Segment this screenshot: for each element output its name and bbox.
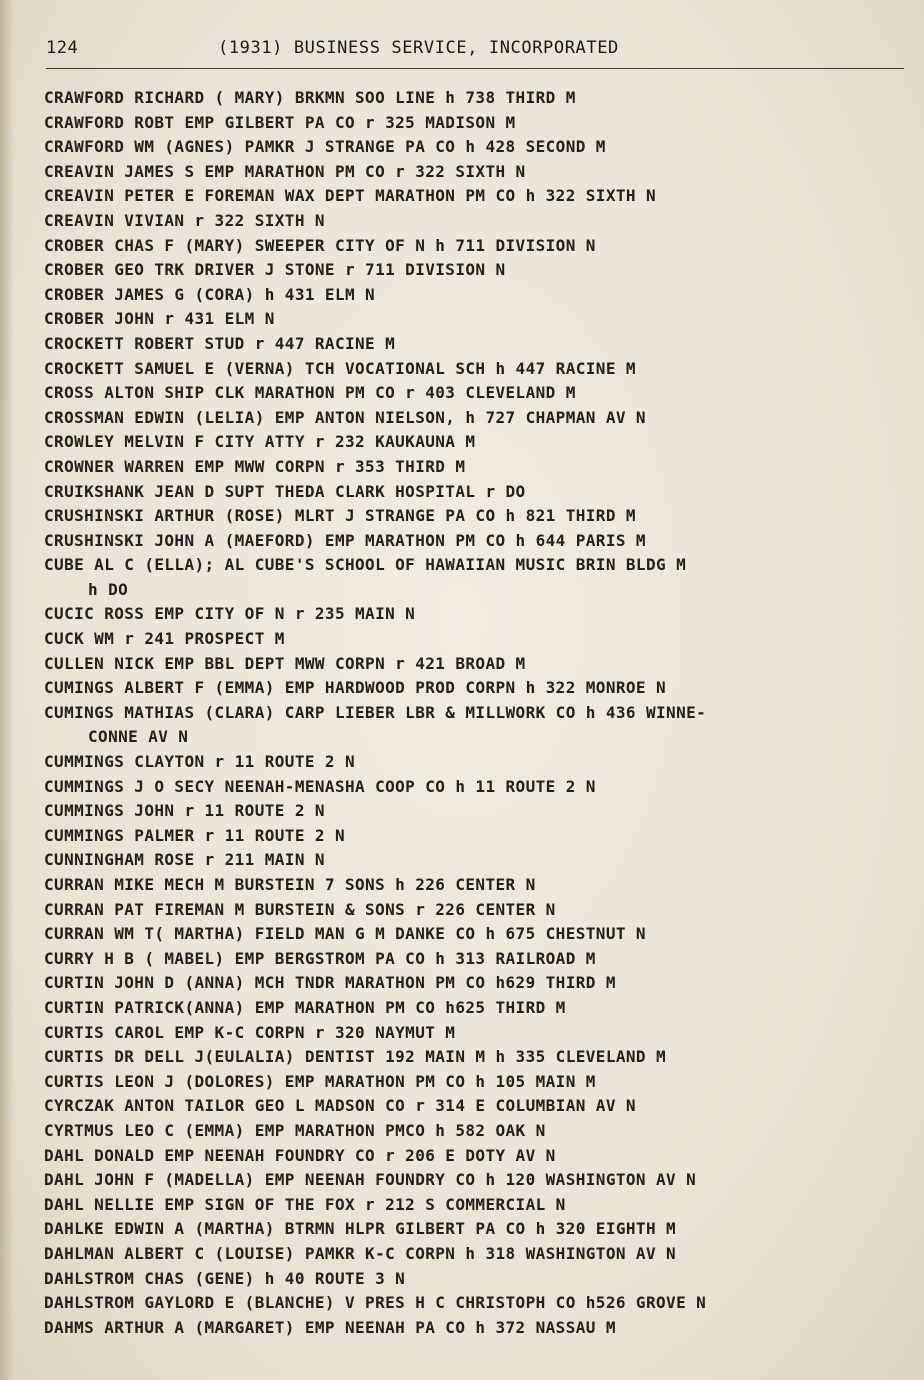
directory-entry: CUCIC ROSS EMP CITY OF N r 235 MAIN N	[44, 604, 416, 624]
directory-entry: CURRAN MIKE MECH M BURSTEIN 7 SONS h 226 CENTER N	[44, 875, 536, 894]
directory-entry: CUMINGS ALBERT F (EMMA) EMP HARDWOOD PROD CORPN h 322 MONROE N	[44, 678, 667, 698]
directory-entry: CROBER CHAS F (MARY) SWEEPER CITY OF N h 711 DIVISION N	[44, 235, 596, 255]
directory-entry: CURRAN PAT FIREMAN M BURSTEIN & SONS r 226 CENTER N	[44, 899, 556, 919]
directory-entry: DAHL NELLIE EMP SIGN OF THE FOX r 212 S COMMERCIAL N	[44, 1194, 566, 1214]
directory-entry: CURTIS LEON J (DOLORES) EMP MARATHON PM CO h 105 MAIN M	[44, 1071, 596, 1091]
directory-entry: CUCK WM r 241 PROSPECT M	[44, 629, 285, 649]
directory-entry: CYRTMUS LEO C (EMMA) EMP MARATHON PMCO h 582 OAK N	[44, 1120, 546, 1140]
directory-entry: CRUIKSHANK JEAN D SUPT THEDA CLARK HOSPITAL r DO	[44, 481, 526, 501]
directory-entry: DAHLSTROM CHAS (GENE) h 40 ROUTE 3 N	[44, 1268, 406, 1288]
directory-entry: CONNE AV N	[88, 727, 189, 747]
directory-entry: DAHLKE EDWIN A (MARTHA) BTRMN HLPR GILBERT PA CO h 320 EIGHTH M	[44, 1219, 677, 1239]
directory-entry: CUNNINGHAM ROSE r 211 MAIN N	[44, 850, 325, 870]
directory-entry: CROBER JOHN r 431 ELM N	[44, 309, 275, 329]
running-title: (1931) BUSINESS SERVICE, INCORPORATED	[218, 38, 619, 58]
directory-entry: CRAWFORD WM (AGNES) PAMKR J STRANGE PA CO h 428 SECOND M	[44, 137, 606, 157]
directory-entry: DAHMS ARTHUR A (MARGARET) EMP NEENAH PA CO h 372 NASSAU M	[44, 1317, 616, 1337]
directory-entry: CROWNER WARREN EMP MWW CORPN r 353 THIRD M	[44, 456, 466, 476]
directory-entry: CULLEN NICK EMP BBL DEPT MWW CORPN r 421 BROAD M	[44, 653, 526, 673]
directory-entry: DAHL JOHN F (MADELLA) EMP NEENAH FOUNDRY CO h 120 WASHINGTON AV N	[44, 1170, 697, 1190]
directory-entry: CUMMINGS J O SECY NEENAH-MENASHA COOP CO h 11 ROUTE 2 N	[44, 776, 596, 796]
directory-entry: CROWLEY MELVIN F CITY ATTY r 232 KAUKAUNA M	[44, 432, 476, 452]
directory-entry: CUMMINGS JOHN r 11 ROUTE 2 N	[44, 801, 325, 821]
directory-entry: CUMMINGS CLAYTON r 11 ROUTE 2 N	[44, 752, 356, 772]
directory-entry: CRUSHINSKI ARTHUR (ROSE) MLRT J STRANGE PA CO h 821 THIRD M	[44, 506, 636, 526]
directory-entry: CROSS ALTON SHIP CLK MARATHON PM CO r 403 CLEVELAND M	[44, 383, 576, 403]
directory-entry: CRAWFORD ROBT EMP GILBERT PA CO r 325 MADISON M	[44, 112, 516, 132]
directory-entry: CUBE AL C (ELLA); AL CUBE'S SCHOOL OF HAWAIIAN MUSIC BRIN BLDG M	[44, 555, 687, 575]
directory-entry: CUMINGS MATHIAS (CLARA) CARP LIEBER LBR & MILLWORK CO h 436 WINNE-	[44, 702, 707, 722]
directory-entry: CROCKETT SAMUEL E (VERNA) TCH VOCATIONAL SCH h 447 RACINE M	[44, 358, 636, 378]
directory-entry: CREAVIN PETER E FOREMAN WAX DEPT MARATHON PM CO h 322 SIXTH N	[44, 186, 657, 206]
page-header	[46, 36, 904, 69]
directory-entry: CURTIS CAROL EMP K-C CORPN r 320 NAYMUT M	[44, 1022, 456, 1042]
directory-entry: CREAVIN VIVIAN r 322 SIXTH N	[44, 210, 325, 230]
directory-entry: CUMMINGS PALMER r 11 ROUTE 2 N	[44, 825, 345, 845]
directory-entries	[44, 86, 910, 1340]
directory-entry: h DO	[88, 579, 129, 599]
page-number: 124	[46, 38, 79, 58]
directory-entry: CROCKETT ROBERT STUD r 447 RACINE M	[44, 333, 396, 353]
directory-entry: CRUSHINSKI JOHN A (MAEFORD) EMP MARATHON PM CO h 644 PARIS M	[44, 530, 646, 550]
directory-entry: DAHLMAN ALBERT C (LOUISE) PAMKR K-C CORPN h 318 WASHINGTON AV N	[44, 1243, 677, 1263]
directory-entry: CURRAN WM T( MARTHA) FIELD MAN G M DANKE CO h 675 CHESTNUT N	[44, 924, 646, 944]
directory-entry: CURTIN PATRICK(ANNA) EMP MARATHON PM CO h625 THIRD M	[44, 997, 566, 1017]
directory-entry: CROBER GEO TRK DRIVER J STONE r 711 DIVISION N	[44, 260, 506, 280]
directory-entry: CURRY H B ( MABEL) EMP BERGSTROM PA CO h 313 RAILROAD M	[44, 948, 596, 968]
directory-entry: CURTIN JOHN D (ANNA) MCH TNDR MARATHON PM CO h629 THIRD M	[44, 973, 616, 993]
directory-entry: CYRCZAK ANTON TAILOR GEO L MADSON CO r 314 E COLUMBIAN AV N	[44, 1096, 636, 1116]
directory-entry: DAHL DONALD EMP NEENAH FOUNDRY CO r 206 E DOTY AV N	[44, 1145, 556, 1165]
directory-entry: CROSSMAN EDWIN (LELIA) EMP ANTON NIELSON, h 727 CHAPMAN AV N	[44, 407, 646, 427]
directory-entry: CURTIS DR DELL J(EULALIA) DENTIST 192 MAIN M h 335 CLEVELAND M	[44, 1047, 667, 1067]
directory-entry: CRAWFORD RICHARD ( MARY) BRKMN SOO LINE h 738 THIRD M	[44, 88, 576, 107]
directory-entry: DAHLSTROM GAYLORD E (BLANCHE) V PRES H C CHRISTOPH CO h526 GROVE N	[44, 1293, 707, 1313]
directory-entry: CROBER JAMES G (CORA) h 431 ELM N	[44, 284, 376, 304]
directory-entry: CREAVIN JAMES S EMP MARATHON PM CO r 322 SIXTH N	[44, 161, 526, 181]
